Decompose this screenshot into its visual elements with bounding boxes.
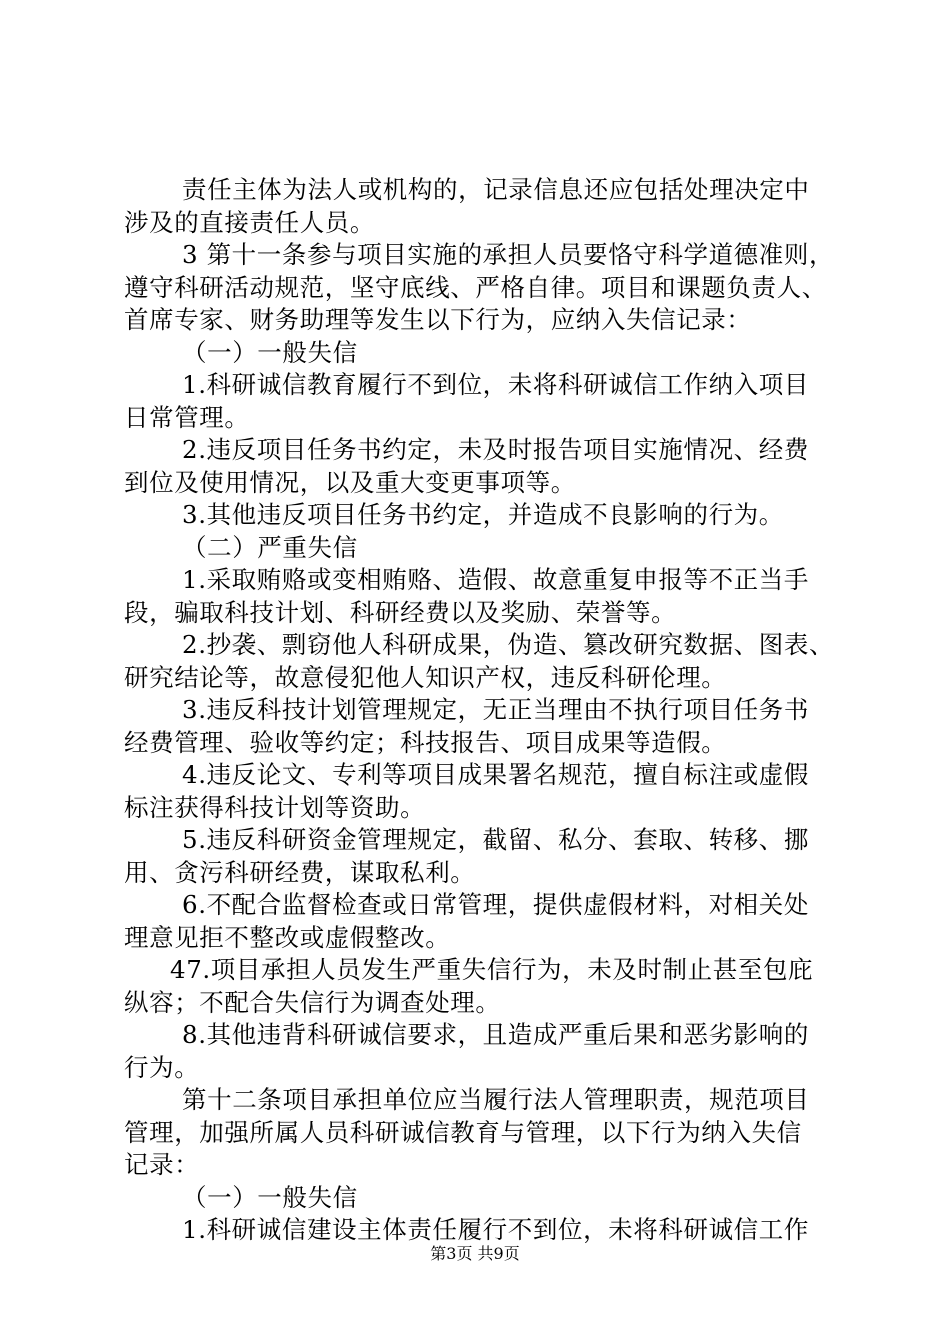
text-line: 1.采取贿赂或变相贿赂、造假、故意重复申报等不正当手 bbox=[182, 565, 809, 594]
text-line: 47.项目承担人员发生严重失信行为，未及时制止甚至包庇 bbox=[170, 955, 814, 984]
list-item bbox=[124, 1019, 950, 1084]
page-footer bbox=[0, 1244, 950, 1264]
text-line: 第十二条项目承担单位应当履行法人管理职责，规范项目 bbox=[182, 1085, 810, 1114]
list-item bbox=[124, 889, 950, 954]
list-item bbox=[124, 954, 950, 1019]
text-line: （一）一般失信 bbox=[182, 337, 358, 367]
paragraph bbox=[124, 239, 950, 337]
text-line: 经费管理、验收等约定；科技报告、项目成果等造假。 bbox=[124, 727, 727, 757]
list-item bbox=[182, 499, 950, 532]
text-line: 责任主体为法人或机构的，记录信息还应包括处理决定中 bbox=[182, 175, 810, 204]
text-line: 到位及使用情况，以及重大变更事项等。 bbox=[124, 467, 576, 497]
text-line: 段，骗取科技计划、科研经费以及奖励、荣誉等。 bbox=[124, 597, 677, 627]
text-line: 管理，加强所属人员科研诚信教育与管理，以下行为纳入失信 bbox=[124, 1117, 802, 1147]
text-line: 首席专家、财务助理等发生以下行为，应纳入失信记录： bbox=[124, 305, 752, 334]
text-line: 8.其他违背科研诚信要求，且造成严重后果和恶劣影响的 bbox=[182, 1020, 809, 1049]
section-heading bbox=[182, 532, 950, 565]
section-heading bbox=[182, 1182, 950, 1215]
text-line: 5.违反科研资金管理规定，截留、私分、套取、转移、挪 bbox=[182, 825, 809, 854]
text-line: 用、贪污科研经费，谋取私利。 bbox=[124, 857, 476, 887]
text-line: 3 第十一条参与项目实施的承担人员要恪守科学道德准则， bbox=[182, 240, 835, 269]
text-line: 6.不配合监督检查或日常管理，提供虚假材料，对相关处 bbox=[182, 890, 809, 919]
text-line: 2.违反项目任务书约定，未及时报告项目实施情况、经费 bbox=[182, 435, 809, 464]
text-line: 2.抄袭、剽窃他人科研成果，伪造、篡改研究数据、图表、 bbox=[182, 630, 835, 659]
text-line: 遵守科研活动规范，坚守底线、严格自律。项目和课题负责人、 bbox=[124, 272, 827, 302]
text-line: 理意见拒不整改或虚假整改。 bbox=[124, 922, 451, 952]
list-item bbox=[124, 694, 950, 759]
page-number: 第3页 共9页 bbox=[430, 1244, 520, 1263]
list-item bbox=[124, 369, 950, 434]
list-item bbox=[124, 824, 950, 889]
document-body bbox=[0, 174, 950, 1247]
list-item bbox=[124, 759, 950, 824]
list-item bbox=[124, 629, 950, 694]
paragraph bbox=[124, 1084, 950, 1182]
text-line: 3.违反科技计划管理规定，无正当理由不执行项目任务书 bbox=[182, 695, 809, 724]
text-line: 3.其他违反项目任务书约定，并造成不良影响的行为。 bbox=[182, 500, 784, 529]
text-line: 纵容；不配合失信行为调查处理。 bbox=[124, 987, 501, 1017]
text-line: 4.违反论文、专利等项目成果署名规范，擅自标注或虚假 bbox=[182, 760, 809, 789]
text-line: 1.科研诚信建设主体责任履行不到位，未将科研诚信工作 bbox=[182, 1215, 809, 1244]
text-line: （一）一般失信 bbox=[182, 1182, 358, 1212]
text-line: 标注获得科技计划等资助。 bbox=[124, 792, 426, 822]
list-item bbox=[182, 1214, 950, 1247]
text-line: 日常管理。 bbox=[124, 402, 250, 432]
list-item bbox=[124, 564, 950, 629]
text-line: 涉及的直接责任人员。 bbox=[124, 207, 375, 237]
text-line: 记录： bbox=[124, 1150, 200, 1179]
text-line: 行为。 bbox=[124, 1052, 200, 1082]
text-line: 1.科研诚信教育履行不到位，未将科研诚信工作纳入项目 bbox=[182, 370, 809, 399]
text-line: 研究结论等，故意侵犯他人知识产权，违反科研伦理。 bbox=[124, 662, 727, 692]
section-heading bbox=[182, 337, 950, 370]
list-item bbox=[124, 434, 950, 499]
paragraph bbox=[124, 174, 950, 239]
text-line: （二）严重失信 bbox=[182, 532, 358, 562]
